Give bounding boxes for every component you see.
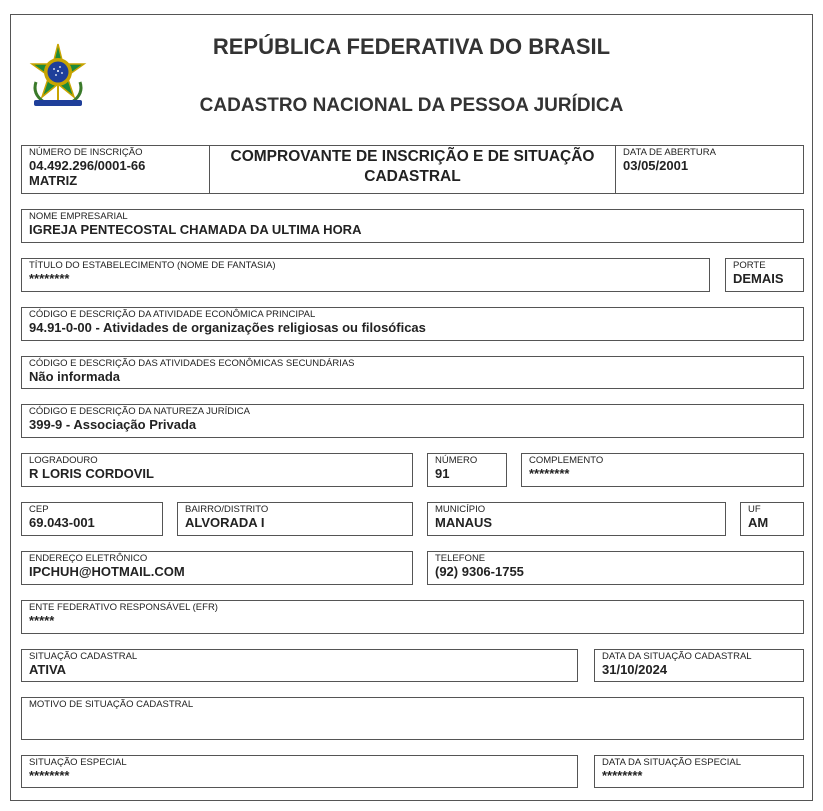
situacao-cadastral-field [21, 649, 578, 682]
field-label: SITUAÇÃO ESPECIAL [29, 757, 127, 768]
situacao-especial-field [21, 755, 578, 788]
logradouro-field [21, 453, 413, 487]
field-value: IPCHUH@HOTMAIL.COM [29, 564, 185, 579]
field-label: LOGRADOURO [29, 455, 98, 466]
field-label: ENDEREÇO ELETRÔNICO [29, 553, 148, 564]
field-value: ******** [529, 466, 570, 481]
natureza-juridica-field [21, 404, 804, 438]
field-label: DATA DA SITUAÇÃO ESPECIAL [602, 757, 742, 768]
field-label: NÚMERO DE INSCRIÇÃO [29, 147, 143, 158]
field-label: CÓDIGO E DESCRIÇÃO DA ATIVIDADE ECONÔMICA PRINCIPAL [29, 309, 316, 320]
field-value: 03/05/2001 [623, 158, 689, 173]
field-value: R LORIS CORDOVIL [29, 466, 154, 481]
field-value-secondary: MATRIZ [29, 173, 78, 188]
field-label: MUNICÍPIO [435, 504, 486, 515]
field-value: AM [748, 515, 769, 530]
field-label: BAIRRO/DISTRITO [185, 504, 269, 515]
nome-empresarial-field [21, 209, 804, 243]
efr-field [21, 600, 804, 634]
field-value: Não informada [29, 369, 121, 384]
uf-field [740, 502, 804, 536]
field-value: 69.043-001 [29, 515, 95, 530]
atividade-principal-field [21, 307, 804, 341]
field-label: PORTE [733, 260, 766, 271]
field-value: 91 [435, 466, 450, 481]
field-label: CÓDIGO E DESCRIÇÃO DAS ATIVIDADES ECONÔMICAS SECUNDÁRIAS [29, 358, 355, 369]
atividades-secundarias-field [21, 356, 804, 389]
field-label: SITUAÇÃO CADASTRAL [29, 651, 138, 662]
page-subtitle: CADASTRO NACIONAL DA PESSOA JURÍDICA [199, 95, 624, 116]
data-situacao-especial-field [594, 755, 804, 788]
field-label: MOTIVO DE SITUAÇÃO CADASTRAL [29, 699, 194, 710]
field-value: ******** [29, 768, 70, 783]
email-field [21, 551, 413, 585]
field-value: ATIVA [29, 662, 67, 677]
field-value: ***** [29, 613, 55, 628]
titulo-estabelecimento-field [21, 258, 710, 292]
field-value: ******** [602, 768, 643, 783]
field-value: IGREJA PENTECOSTAL CHAMADA DA ULTIMA HORA [29, 222, 362, 237]
field-label: TELEFONE [435, 553, 486, 564]
field-value: 399-9 - Associação Privada [29, 417, 197, 432]
field-label: CEP [29, 504, 49, 515]
complemento-field [521, 453, 804, 487]
cep-field [21, 502, 163, 536]
motivo-situacao-field [21, 697, 804, 740]
field-value: 94.91-0-00 - Atividades de organizações religiosas ou filosóficas [29, 320, 426, 335]
field-label: ENTE FEDERATIVO RESPONSÁVEL (EFR) [29, 602, 218, 613]
field-value: ALVORADA I [185, 515, 265, 530]
bairro-field [177, 502, 413, 536]
data-abertura-field [615, 145, 804, 194]
field-value: MANAUS [435, 515, 493, 530]
field-value: 04.492.296/0001-66 [29, 158, 146, 173]
field-label: COMPLEMENTO [529, 455, 604, 466]
page-title: REPÚBLICA FEDERATIVA DO BRASIL [212, 34, 611, 59]
field-value: 31/10/2024 [602, 662, 668, 677]
porte-field [725, 258, 804, 292]
numero-field [427, 453, 507, 487]
field-label: DATA DA SITUAÇÃO CADASTRAL [602, 651, 752, 662]
telefone-field [427, 551, 804, 585]
field-value: (92) 9306-1755 [435, 564, 524, 579]
field-label: TÍTULO DO ESTABELECIMENTO (NOME DE FANTASIA) [29, 260, 276, 271]
data-situacao-cadastral-field [594, 649, 804, 682]
municipio-field [427, 502, 726, 536]
field-label: NÚMERO [435, 455, 478, 466]
field-label: CÓDIGO E DESCRIÇÃO DA NATUREZA JURÍDICA [29, 406, 250, 417]
field-value: DEMAIS [733, 271, 784, 286]
document-title: COMPROVANTE DE INSCRIÇÃO E DE SITUAÇÃO CADASTRAL [209, 145, 616, 194]
field-value: ******** [29, 271, 70, 286]
numero-inscricao-field [21, 145, 210, 194]
field-label: UF [748, 504, 761, 515]
field-label: DATA DE ABERTURA [623, 147, 716, 158]
field-label: NOME EMPRESARIAL [29, 211, 128, 222]
